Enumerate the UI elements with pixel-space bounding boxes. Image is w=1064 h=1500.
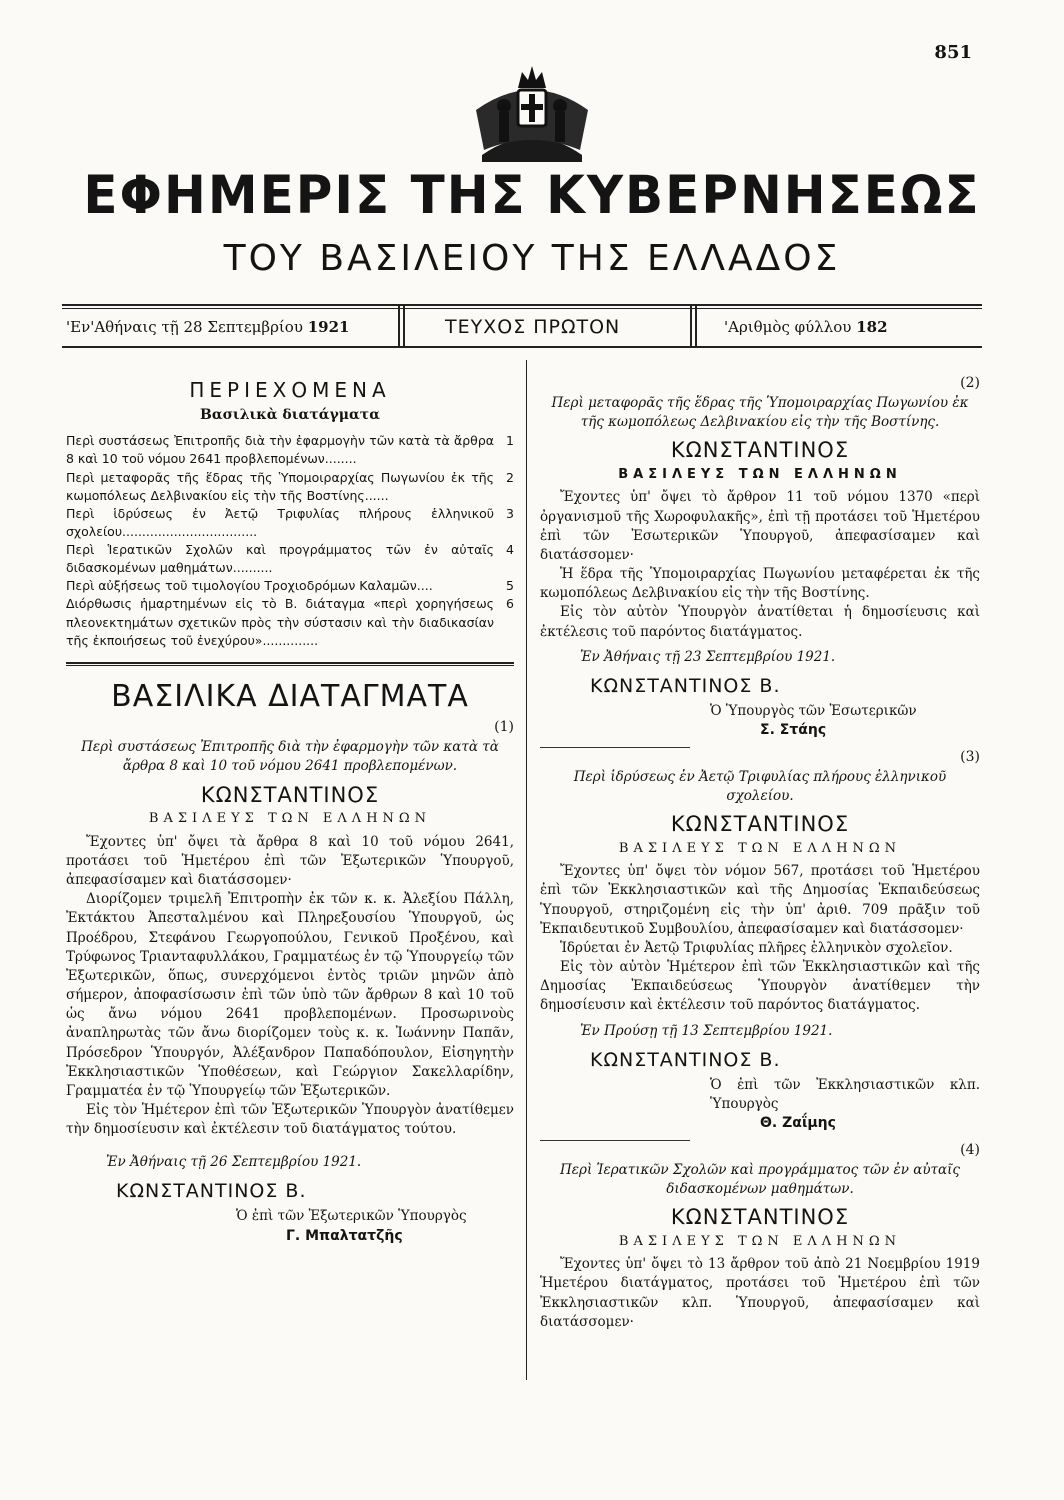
contents-item: Περὶ Ἱερατικῶν Σχολῶν καὶ προγράμματος τῶν ἐν αὐταῖς διδασκομένων μαθημάτων.......... 4 bbox=[66, 542, 514, 576]
contents-list bbox=[66, 432, 514, 650]
header-rule-bottom bbox=[62, 346, 982, 348]
minister-role: Ὁ Ὑπουργὸς τῶν Ἐσωτερικῶν bbox=[710, 702, 917, 719]
left-column bbox=[66, 376, 514, 1246]
contents-title: ΠΕΡΙΕΧΟΜΕΝΑ bbox=[189, 378, 391, 402]
decree-paragraph: Ἔχοντες ὑπ' ὄψει τὸ ἄρθρον 11 τοῦ νόμου 1370 «περὶ ὀργανισμοῦ τῆς Χωροφυλακῆς», ἐπὶ τῇ προτάσει τοῦ Ἡμετέρου ἐπὶ τῶν Ἐσωτερικῶν Ὑπουργοῦ, ἀπεφασίσαμεν καὶ διατάσσομεν· bbox=[540, 489, 980, 563]
issue-series: ΤΕΥΧΟΣ ΠΡΩΤΟΝ bbox=[445, 316, 621, 338]
decree-paragraph: Εἰς τὸν αὐτὸν Ἡμέτερον ἐπὶ τῶν Ἐκκλησιαστικῶν καὶ τῆς Δημοσίας Ἐκπαιδεύσεως Ὑπουργὸν ἀνατίθεμεν τὴν δημοσίευσιν καὶ ἐκτέλεσιν τοῦ παρόντος διατάγματος. bbox=[540, 959, 980, 1014]
header-rule-top bbox=[62, 304, 982, 306]
column-divider bbox=[526, 360, 527, 1380]
decree-paragraph: Ἡ ἕδρα τῆς Ὑπομοιραρχίας Πωγωνίου μεταφέρεται ἐκ τῆς κωμοπόλεως Δελβινακίου εἰς τὴν τῆς Βοστίνης. bbox=[540, 566, 980, 602]
decree-paragraph: Ἱδρύεται ἐν Ἀετῷ Τριφυλίας πλῆρες ἑλληνικὸν σχολεῖον. bbox=[560, 939, 953, 956]
section-rule bbox=[66, 662, 514, 664]
minister-name: Γ. Μπαλτατζῆς bbox=[286, 1227, 403, 1244]
decree-heading: Περὶ ἱδρύσεως ἐν Ἀετῷ Τριφυλίας πλήρους ἑλληνικοῦ σχολείου. bbox=[573, 768, 947, 804]
issue-sheet-label: 'Αριθμὸς φύλλου bbox=[724, 318, 852, 336]
decree-heading: Περὶ μεταφορᾶς τῆς ἕδρας τῆς Ὑπομοιραρχίας Πωγωνίου ἐκ τῆς κωμοπόλεως Δελβινακίου εἰς τὴν τῆς Βοστίνης. bbox=[551, 394, 969, 431]
king-title: ΒΑΣΙΛΕΥΣ ΤΩΝ ΕΛΛΗΝΩΝ bbox=[618, 467, 902, 482]
decree-paragraph: Εἰς τὸν Ἡμέτερον ἐπὶ τῶν Ἐξωτερικῶν Ὑπουργὸν ἀνατίθεμεν τὴν δημοσίευσιν καὶ ἐκτέλεσιν τοῦ διατάγματος τούτου. bbox=[66, 1102, 514, 1138]
contents-item: Περὶ αὐξήσεως τοῦ τιμολογίου Τροχιοδρόμων Καλαμῶν.... 5 bbox=[66, 578, 514, 594]
decree-paragraph: Ἔχοντες ὑπ' ὄψει τὸν νόμον 567, προτάσει τοῦ Ἡμετέρου ἐπὶ τῶν Ἐκκλησιαστικῶν καὶ τῆς Δημοσίας Ἐκπαιδεύσεως Ὑπουργοῦ, στηριζομένη εἰς τὴν ὑπ' ἀριθ. 709 πρᾶξιν τοῦ Ἐκπαιδευτικοῦ Συμβουλίου, ἀπεφασίσαμεν καὶ διατάσσομεν· bbox=[540, 863, 980, 937]
issue-year: 1921 bbox=[307, 318, 350, 336]
decree-heading: Περὶ συστάσεως Ἐπιτροπῆς διὰ τὴν ἐφαρμογὴν τῶν κατὰ τὰ ἄρθρα 8 καὶ 10 τοῦ νόμου 2641 προβλεπομένων. bbox=[81, 739, 499, 775]
decree-date: Ἐν Ἀθήναις τῇ 23 Σεπτεμβρίου 1921. bbox=[580, 648, 836, 665]
decree-paragraph: Ἔχοντες ὑπ' ὄψει τὸ 13 ἄρθρον τοῦ ἀπὸ 21 Νοεμβρίου 1919 Ἡμετέρου διατάγματος, προτάσει τοῦ Ἡμετέρου ἐπὶ τῶν Ἐκκλησιαστικῶν κλπ. Ὑπουργοῦ, ἀπεφασίσαμεν καὶ διατάσσομεν· bbox=[540, 1256, 980, 1330]
minister-role: Ὁ ἐπὶ τῶν Ἐκκλησιαστικῶν κλπ. Ὑπουργὸς bbox=[710, 1076, 980, 1112]
section-rule-thin bbox=[66, 665, 514, 666]
king-name: ΚΩΝΣΤΑΝΤΙΝΟΣ bbox=[670, 438, 850, 463]
issue-date-text: 'Εν'Αθήναις τῇ 28 Σεπτεμβρίου bbox=[66, 318, 303, 336]
header-rule-top-thin bbox=[62, 308, 982, 309]
king-title: ΒΑΣΙΛΕΥΣ ΤΩΝ ΕΛΛΗΝΩΝ bbox=[618, 1233, 902, 1249]
king-signature: ΚΩΝΣΤΑΝΤΙΝΟΣ Β. bbox=[590, 1048, 781, 1071]
king-title: ΒΑΣΙΛΕΥΣ ΤΩΝ ΕΛΛΗΝΩΝ bbox=[148, 811, 432, 827]
king-name: ΚΩΝΣΤΑΝΤΙΝΟΣ bbox=[200, 782, 380, 807]
king-signature: ΚΩΝΣΤΑΝΤΙΝΟΣ Β. bbox=[590, 674, 781, 697]
header-divider-1b bbox=[403, 306, 405, 348]
issue-sheet bbox=[724, 318, 888, 336]
issue-sheet-number: 182 bbox=[856, 318, 888, 336]
header-divider-2b bbox=[695, 306, 697, 348]
contents-item: Περὶ συστάσεως Ἐπιτροπῆς διὰ τὴν ἐφαρμογὴν τῶν κατὰ τὰ ἄρθρα 8 καὶ 10 τοῦ νόμου 2641 προβλεπομένων........ 1 bbox=[66, 433, 514, 467]
decree-date: Ἐν Ἀθήναις τῇ 26 Σεπτεμβρίου 1921. bbox=[106, 1154, 362, 1171]
king-name: ΚΩΝΣΤΑΝΤΙΝΟΣ bbox=[670, 812, 850, 837]
minister-name: Θ. Ζαΐμης bbox=[760, 1115, 836, 1131]
decree-heading: Περὶ Ἱερατικῶν Σχολῶν καὶ προγράμματος τῶν ἐν αὐταῖς διδασκομένων μαθημάτων. bbox=[560, 1161, 960, 1197]
header-divider-2 bbox=[690, 306, 692, 348]
header-divider-1 bbox=[398, 306, 400, 348]
masthead-title: ΕΦΗΜΕΡΙΣ ΤΗΣ ΚΥΒΕΡΝΗΣΕΩΣ bbox=[83, 164, 981, 226]
masthead-subtitle: ΤΟΥ ΒΑΣΙΛΕΙΟΥ ΤΗΣ ΕΛΛΑΔΟΣ bbox=[223, 238, 841, 279]
minister-role: Ὁ ἐπὶ τῶν Ἐξωτερικῶν Ὑπουργὸς bbox=[236, 1208, 467, 1225]
section-title: ΒΑΣΙΛΙΚΑ ΔΙΑΤΑΓΜΑΤΑ bbox=[111, 678, 469, 714]
decree-number: (2) bbox=[960, 375, 980, 391]
contents-item: Περὶ μεταφορᾶς τῆς ἕδρας τῆς Ὑπομοιραρχίας Πωγωνίου ἐκ τῆς κωμοπόλεως Δελβινακίου εἰς τὴν τῆς Βοστίνης...... 2 bbox=[66, 469, 514, 503]
contents-item: Διόρθωσις ἡμαρτημένων εἰς τὸ Β. διάταγμα «περὶ χορηγήσεως πλεονεκτημάτων σχετικῶν πρὸς τὴν σύστασιν καὶ τὴν διαδικασίαν τῆς ἐκποιήσεως τοῦ ἐνεχύρου».............. 6 bbox=[66, 596, 514, 648]
decree-number: (3) bbox=[960, 748, 980, 765]
page-number: 851 bbox=[934, 42, 972, 63]
king-name: ΚΩΝΣΤΑΝΤΙΝΟΣ bbox=[670, 1205, 850, 1230]
decree-number: (4) bbox=[960, 1141, 980, 1158]
decree-paragraph: Διορίζομεν τριμελῆ Ἐπιτροπὴν ἐκ τῶν κ. κ. Ἀλεξίου Πάλλη, Ἐκτάκτου Ἀπεσταλμένου καὶ Πληρεξουσίου Ὑπουργοῦ, ὡς Προέδρου, Στεφάνου Γεωργοπούλου, Γενικοῦ Προξένου, καὶ Τρύφωνος Τριανταφυλλάκου, Γραμματέως ἐν τῷ Ὑπουργείῳ τῶν Ἐξωτερικῶν, ὅπως, συνερχόμενοι ἐντὸς τριῶν μηνῶν ἀπὸ σήμερον, ἀποφασίσωσιν ἐπὶ τῶν ὑπὸ τῶν ἄρθρων 8 καὶ 10 τοῦ ὡς ἄνω νόμου 2641 προβλεπομένων. Προσωρινοὺς ἀναπληρωτὰς τῶν ἄνω διορίζομεν τοὺς κ. κ. Ἰωάννην Παπᾶν, Πρόσεδρον Ὑπουργόν, Ἀλέξανδρον Παπαδόπουλον, Εἰσηγητὴν Ἐκκλησιαστικῶν Ὑποθέσεων, καὶ Γεώργιον Σακελλαρίδην, Γραμματέα ἐν τῷ Ὑπουργείῳ τῶν Ἐξωτερικῶν. bbox=[66, 891, 514, 1099]
contents-item: Περὶ ἱδρύσεως ἐν Ἀετῷ Τριφυλίας πλήρους ἑλληνικοῦ σχολείου.................................. 3 bbox=[66, 505, 514, 539]
right-column bbox=[540, 374, 980, 1332]
decree-paragraph: Ἔχοντες ὑπ' ὄψει τὰ ἄρθρα 8 καὶ 10 τοῦ νόμου 2641, προτάσει τοῦ Ἡμετέρου ἐπὶ τῶν Ἐξωτερικῶν Ὑπουργοῦ, ἀπεφασίσαμεν καὶ διατάσσομεν· bbox=[66, 833, 514, 889]
king-title: ΒΑΣΙΛΕΥΣ ΤΩΝ ΕΛΛΗΝΩΝ bbox=[618, 840, 902, 856]
royal-coat-of-arms-icon bbox=[462, 50, 602, 170]
issue-date bbox=[66, 318, 349, 336]
decree-number: (1) bbox=[494, 719, 514, 736]
contents-subtitle: Βασιλικὰ διατάγματα bbox=[200, 407, 380, 424]
minister-name: Σ. Στάης bbox=[760, 721, 827, 738]
king-signature: ΚΩΝΣΤΑΝΤΙΝΟΣ Β. bbox=[116, 1180, 307, 1203]
decree-date: Ἐν Προύσῃ τῇ 13 Σεπτεμβρίου 1921. bbox=[580, 1022, 833, 1039]
decree-paragraph: Εἰς τὸν αὐτὸν Ὑπουργὸν ἀνατίθεται ἡ δημοσίευσις καὶ ἐκτέλεσις τοῦ παρόντος διατάγματος. bbox=[540, 604, 980, 640]
